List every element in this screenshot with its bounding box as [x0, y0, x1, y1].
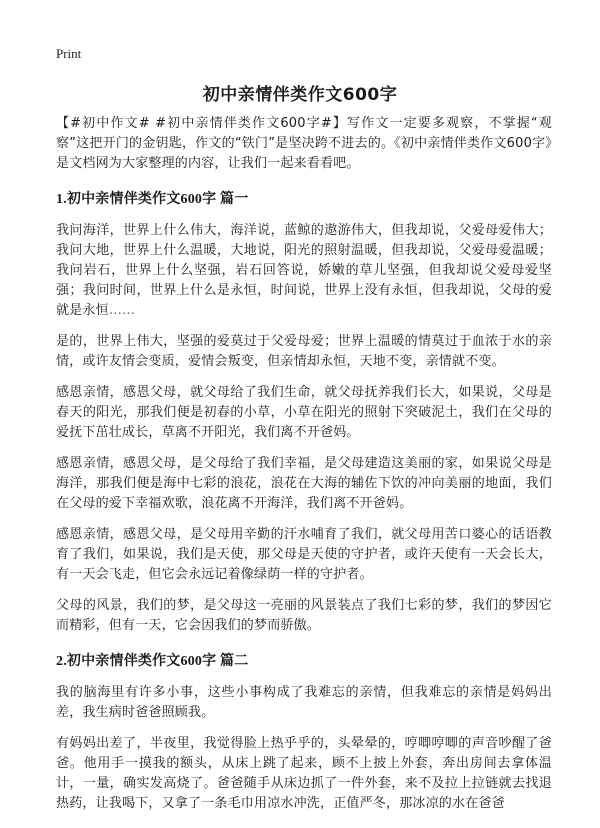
page-title: 初中亲情伴类作文600字	[202, 85, 398, 105]
section-heading-1: 1.初中亲情伴类作文600字 篇一	[56, 192, 249, 207]
paragraph: 感恩亲情，感恩父母，就父母给了我们生命，就父母抚养我们长大，如果说，父母是春天的阳光，那我们便是初春的小草，小草在阳光的照射下突破泥土，我们在父母的爱抚下茁壮成长，草离不开阳光，我们离不开爸妈。	[56, 385, 552, 440]
paragraph: 是的，世界上伟大，坚强的爱莫过于父爱母爱；世界上温暖的情莫过于血浓于水的亲情，或许友情会变质，爱情会叛变，但亲情却永恒，天地不变，亲情就不变。	[56, 334, 552, 369]
section-heading-2: 2.初中亲情伴类作文600字 篇二	[56, 654, 249, 669]
paragraph	[56, 221, 552, 321]
print-link[interactable]: Print	[56, 46, 82, 61]
paragraph: 感恩亲情，感恩父母，是父母用辛勤的汗水哺育了我们，就父母用苦口婆心的话语教育了我们，如果说，我们是天使，那父母是天使的守护者，或许天使有一天会长大，有一天会飞走，但它会永远记着像绿荫一样的守护者。	[56, 527, 552, 582]
paragraph-text: 我问海洋，世界上什么伟大，海洋说，蓝鲸的遨游伟大，但我却说，父爱母爱伟大；我问大地，世界上什么温暖，大地说，阳光的照射温暖，但我却说，父爱母爱温暖；我问岩石，世界上什么坚强，岩石回答说，娇嫩的草儿坚强，但我却说父爱母爱坚强；我问时间，世界上什么是永恒，时间说，世界上没有永恒，但我却说，父母的爱就是永恒	[56, 223, 552, 318]
paragraph: 我的脑海里有许多小事，这些小事构成了我难忘的亲情，但我难忘的亲情是妈妈出差，我生病时爸爸照顾我。	[56, 685, 552, 720]
ellipsis: ……	[108, 303, 136, 318]
article-body	[56, 114, 552, 825]
intro-paragraph: 【#初中作文# #初中亲情伴类作文600字#】写作文一定要多观察，不掌握“观察”这把开门的金钥匙，作文的“铁门”是坚决跨不进去的。《初中亲情伴类作文600字》是文档网为大家整理的内容，让我们一起来看看吧。	[56, 116, 552, 171]
paragraph: 父母的风景，我们的梦，是父母这一亮丽的风景装点了我们七彩的梦，我们的梦因它而精彩，但有一天，它会因我们的梦而骄傲。	[56, 598, 552, 633]
paragraph: 感恩亲情，感恩父母，是父母给了我们幸福，是父母建造这美丽的家，如果说父母是海洋，那我们便是海中七彩的浪花，浪花在大海的辅佐下饮的冲向美丽的地面，我们在父母的爱下幸福欢歌，浪花离不开海洋，我们离不开爸妈。	[56, 456, 552, 511]
paragraph: 有妈妈出差了，半夜里，我觉得脸上热乎乎的，头晕晕的，哼唧哼唧的声音吵醒了爸爸。他用手一摸我的额头，从床上跳了起来，顾不上披上外套，奔出房间去拿体温计，一量，确实发高烧了。爸爸随手从床边抓了一件外套，来不及拉上拉链就去找退热药，让我喝下，又拿了一条毛巾用凉水冲洗，正值严冬，那冰凉的水在爸爸	[56, 736, 552, 811]
